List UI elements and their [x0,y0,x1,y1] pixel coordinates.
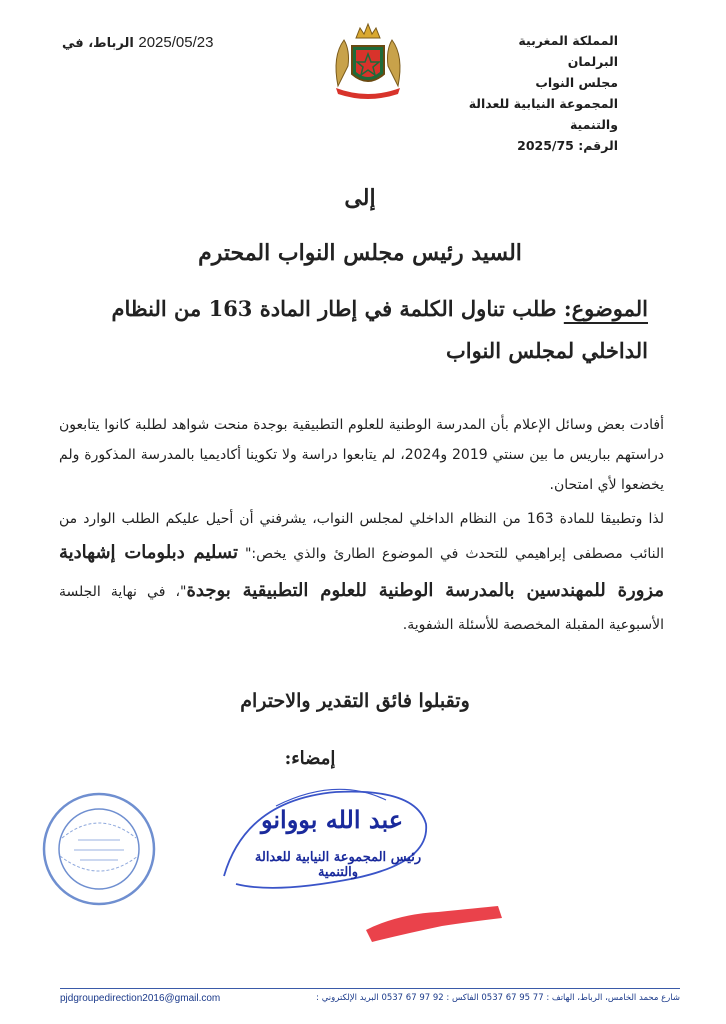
letterhead-line-group: المجموعة النيابية للعدالة [468,96,618,111]
subject-label: الموضوع: [563,296,648,321]
letter-place: الرباط، في [62,36,134,51]
recipient-to: إلى [344,185,376,211]
addressee: السيد رئيس مجلس النواب المحترم [198,240,522,266]
dateline [62,34,232,51]
body-paragraph-2-end: "، في نهاية الجلسة الأسبوعية المقبلة المخصصة للأسئلة الشفوية. [59,584,664,633]
signature-label: إمضاء: [284,748,336,769]
body-paragraph-2-intro: لذا وتطبيقا للمادة 163 من النظام الداخلي لمجلس النواب، يشرفني أن أحيل عليكم الطلب الوارد من النائب مصطفى إبراهيمي للتحدث في الموضوع الطارئ والذي يخص:" [59,511,664,562]
royal-coat-of-arms-icon [326,16,410,100]
reference-value: 2025/75 [517,138,574,153]
body-paragraph-2-topic: تسليم دبلومات إشهادية مزورة للمهندسين بالمدرسة الوطنية للعلوم التطبيقية بوجدة [59,542,664,601]
signature-scribble-icon [216,780,446,900]
letter-body [59,410,664,640]
page-footer [60,988,680,1007]
subject [58,288,648,372]
signatory-name: عبد الله بووانو [260,805,404,834]
reference-label: الرقم: [578,138,618,153]
letter-date: 2025/05/23 [138,34,214,51]
letterhead-line-kingdom: المملكة المغربية [518,33,618,48]
body-paragraph-2 [59,504,664,640]
letterhead-line-house: مجلس النواب [535,75,618,90]
official-stamp-icon [40,790,158,908]
footer-email[interactable]: pjdgroupedirection2016@gmail.com [60,992,221,1004]
letterhead [418,30,618,156]
footer-address: شارع محمد الخامس، الرباط، الهاتف : 77 95 67 0537 الفاكس : 92 97 67 0537 البريد الإلكتروني : [316,993,680,1003]
letterhead-line-parliament: البرلمان [567,54,618,69]
letterhead-line-group-2: والتنمية [569,117,618,132]
reference-number [418,135,618,156]
body-paragraph-1: أفادت بعض وسائل الإعلام بأن المدرسة الوطنية للعلوم التطبيقية بوجدة منحت شواهد لطلبة كانوا يتابعون دراستهم بباريس ما بين سنتي 2019 و2024، لم يتابعوا دراسة ولا تكوينا أكاديميا بالمدرسة المذكورة ولم يخضعوا لأي امتحان. [59,417,664,493]
closing-line: وتقبلوا فائق التقدير والاحترام [240,690,470,712]
redaction-mark-icon [358,896,508,944]
subject-text: طلب تناول الكلمة في إطار المادة 163 من النظام الداخلي لمجلس النواب [111,296,648,363]
signatory-title: رئيس المجموعة النيابية للعدالة والتنمية [254,850,422,880]
